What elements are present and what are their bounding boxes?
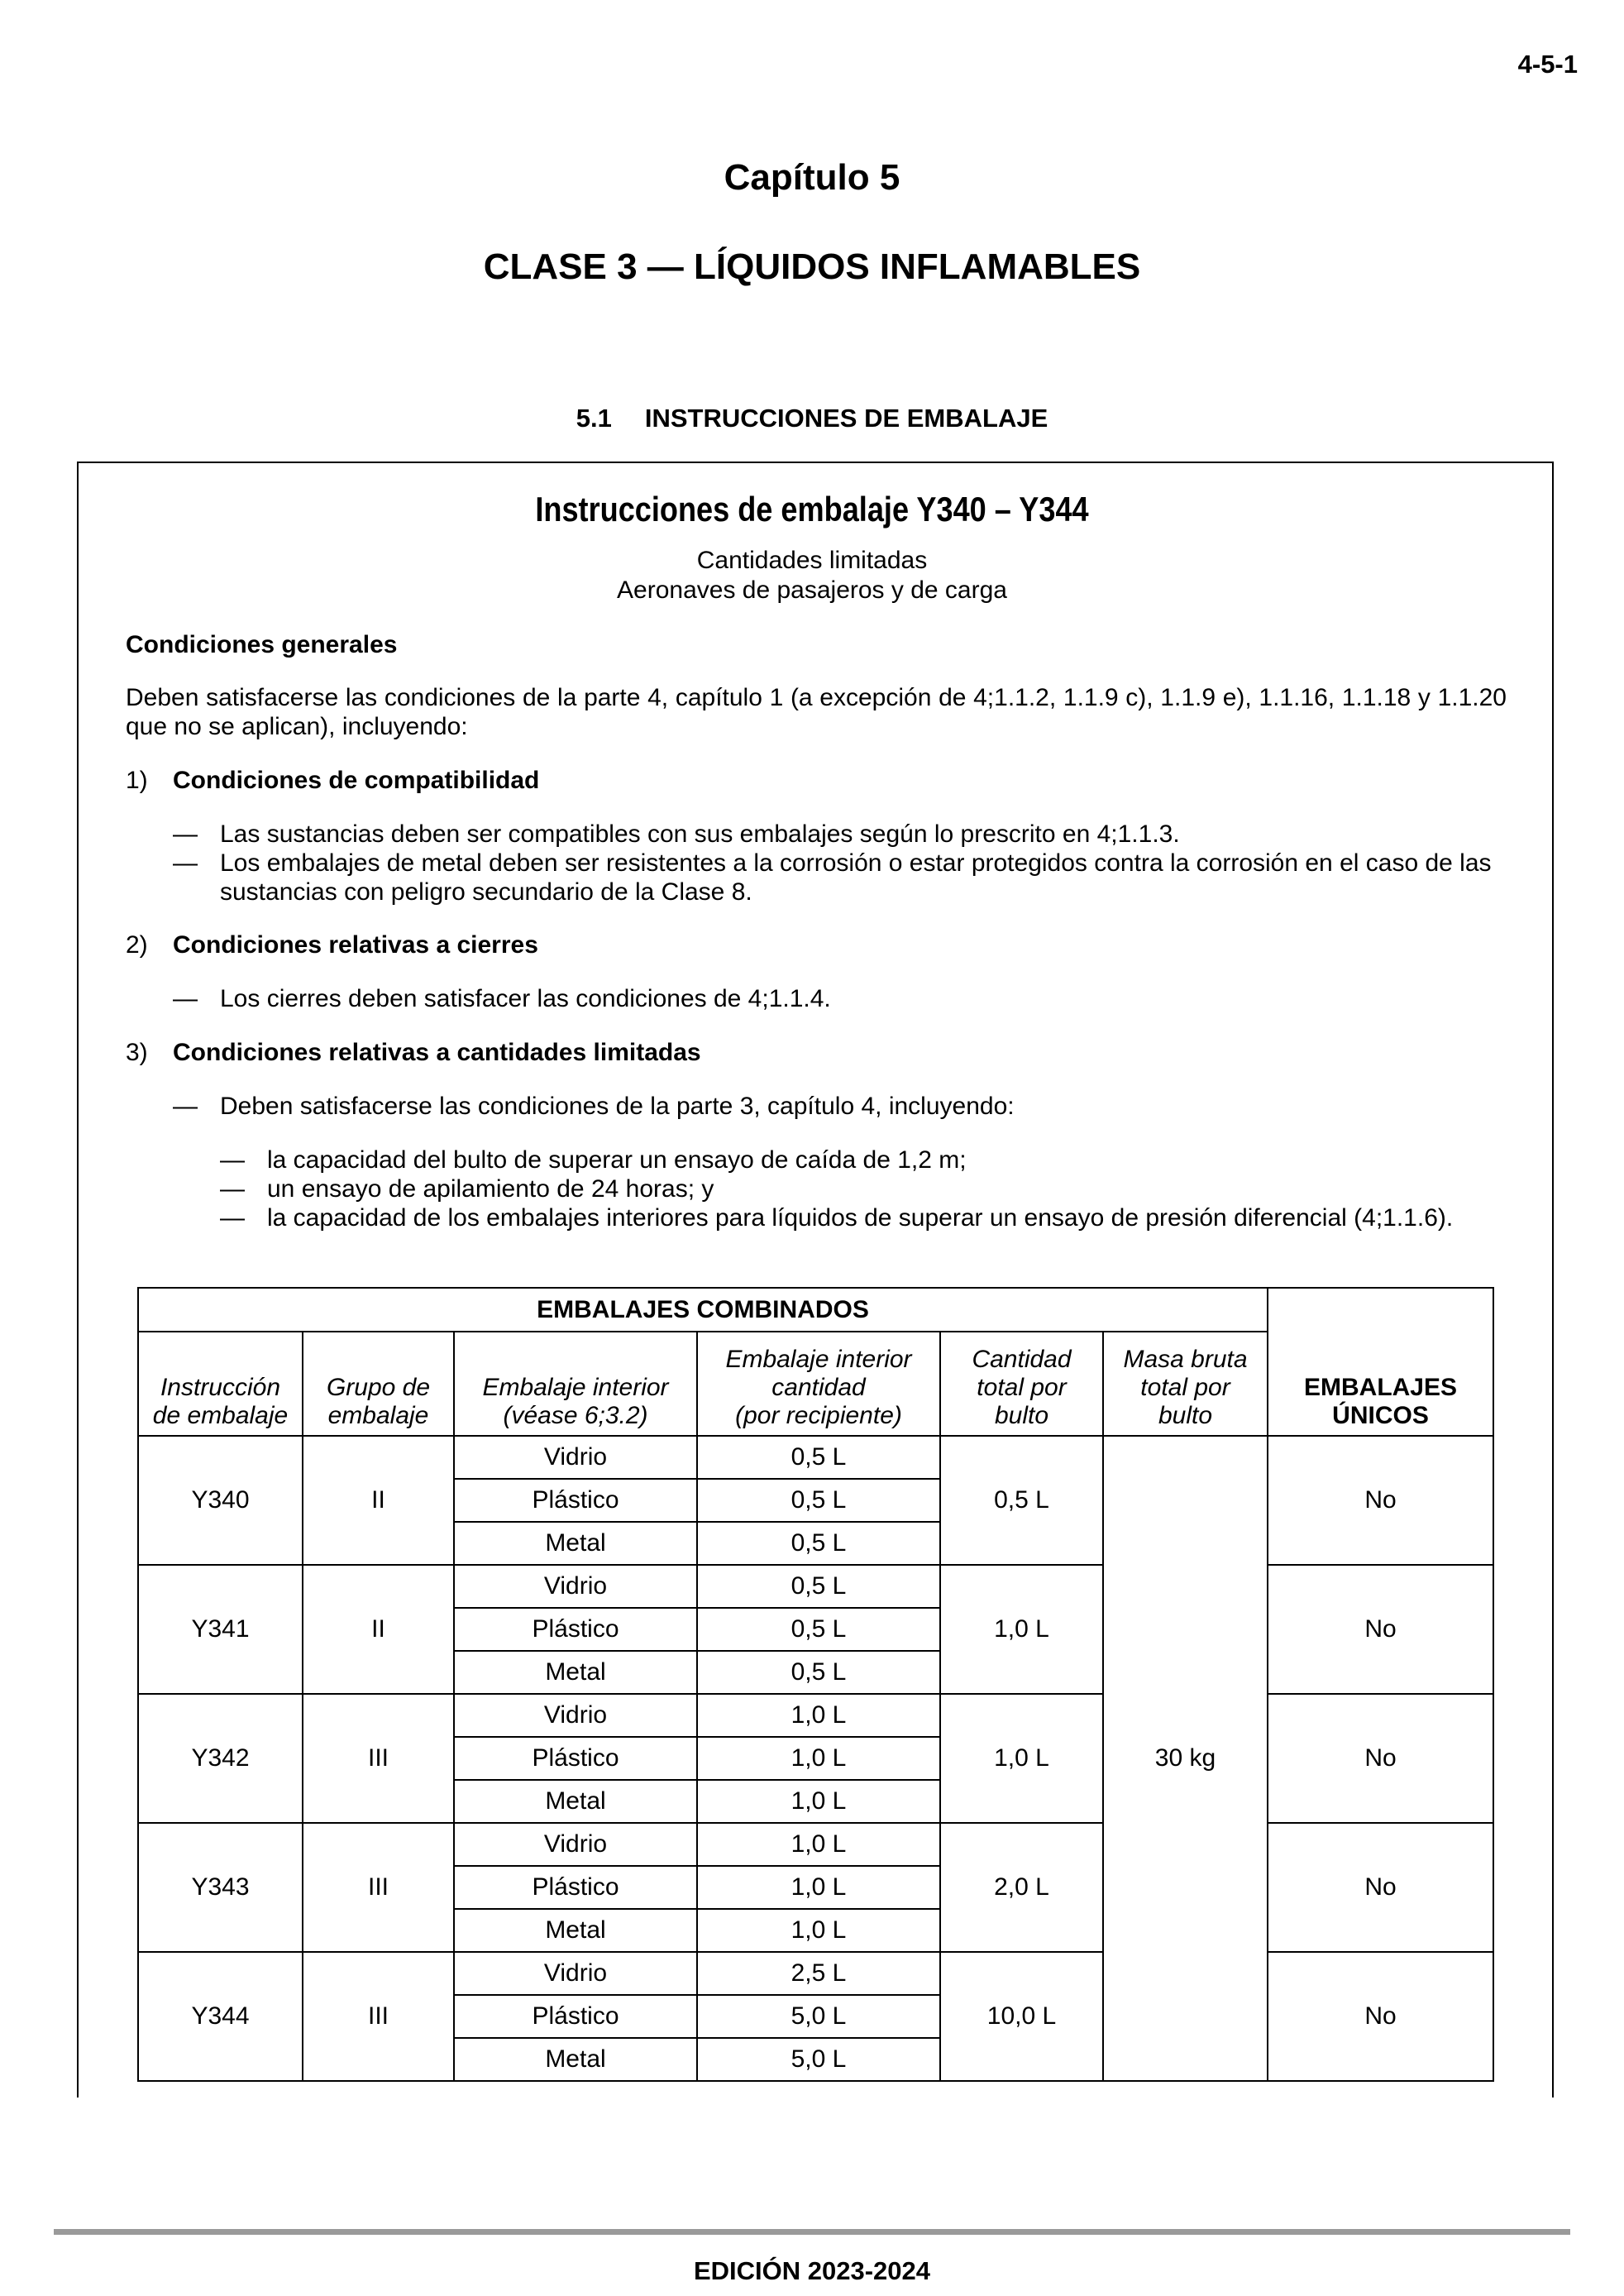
section-3-number: 3) [126,1039,148,1066]
column-header-inner-qty [697,1332,940,1436]
column-header-total-qty [940,1332,1103,1436]
cell-instruction: Y343 [138,1823,303,1952]
dash-symbol: — [220,1175,245,1203]
cell-total: 2,0 L [940,1823,1103,1952]
header-line: (por recipiente) [735,1402,902,1429]
section-1-item-1: Las sustancias deben ser compatibles con sus embalajes según lo prescrito en 4;1.1.3. [220,820,1180,848]
cell-inner: Metal [454,2038,697,2081]
cell-inner: Plástico [454,1479,697,1522]
section-3-title: Condiciones relativas a cantidades limitadas [173,1039,701,1066]
cell-qty: 1,0 L [697,1737,940,1780]
cell-qty: 5,0 L [697,1995,940,2038]
cell-qty: 0,5 L [697,1479,940,1522]
single-header-line: EMBALAJES [1303,1374,1458,1401]
cell-inner: Vidrio [454,1565,697,1608]
cell-instruction: Y344 [138,1952,303,2081]
cell-qty: 1,0 L [697,1780,940,1823]
cell-single: No [1268,1565,1493,1694]
column-header-group [303,1332,454,1436]
section-2-item-1: Los cierres deben satisfacer las condiciones de 4;1.1.4. [220,985,831,1012]
header-line: Embalaje interior [725,1346,912,1373]
column-header-instruction [138,1332,303,1436]
dash-symbol: — [220,1204,245,1232]
cell-instruction: Y342 [138,1694,303,1823]
cell-inner: Metal [454,1522,697,1565]
cell-inner: Metal [454,1651,697,1694]
column-header-gross-mass [1103,1332,1268,1436]
cell-single: No [1268,1952,1493,2081]
cell-qty: 1,0 L [697,1823,940,1866]
section-title: INSTRUCCIONES DE EMBALAJE [644,404,1048,433]
cell-qty: 1,0 L [697,1909,940,1952]
header-line: Masa bruta [1123,1346,1248,1373]
dash-symbol: — [173,820,198,848]
header-line: de embalaje [152,1402,289,1429]
cell-inner: Plástico [454,1866,697,1909]
cell-inner: Vidrio [454,1694,697,1737]
cell-qty: 0,5 L [697,1565,940,1608]
section-3-subitem-3: la capacidad de los embalajes interiores para líquidos de superar un ensayo de presión diferencial (4;1.1.6). [267,1204,1454,1232]
cell-gross-mass: 30 kg [1103,1436,1268,2081]
packing-table [137,1287,1494,2082]
header-line: total por [1140,1374,1230,1401]
cell-single: No [1268,1436,1493,1565]
general-heading: Condiciones generales [126,631,398,658]
header-line: Instrucción [160,1374,281,1401]
section-2-title: Condiciones relativas a cierres [173,931,538,959]
single-header [1268,1288,1493,1436]
cell-instruction: Y340 [138,1436,303,1565]
footer-rule [54,2229,1570,2235]
dash-symbol: — [220,1146,245,1174]
cell-single: No [1268,1823,1493,1952]
cell-total: 10,0 L [940,1952,1103,2081]
header-line: Embalaje interior [482,1374,669,1401]
chapter-title: Capítulo 5 [724,157,900,198]
cell-inner: Vidrio [454,1436,697,1479]
header-line: Grupo de [326,1374,431,1401]
cell-group: III [303,1952,454,2081]
cell-qty: 0,5 L [697,1608,940,1651]
cell-qty: 0,5 L [697,1651,940,1694]
cell-inner: Plástico [454,1608,697,1651]
cell-total: 1,0 L [940,1565,1103,1694]
section-3-item-1: Deben satisfacerse las condiciones de la parte 3, capítulo 4, incluyendo: [220,1093,1015,1120]
instruction-subtitle-2: Aeronaves de pasajeros y de carga [617,576,1007,604]
section-3-subitem-1: la capacidad del bulto de superar un ensayo de caída de 1,2 m; [267,1146,967,1174]
class-title: CLASE 3 — LÍQUIDOS INFLAMABLES [483,246,1141,287]
header-line: bulto [1158,1402,1213,1429]
header-line: bulto [994,1402,1049,1429]
cell-instruction: Y341 [138,1565,303,1694]
single-header-line: ÚNICOS [1332,1402,1429,1429]
section-2-number: 2) [126,931,148,959]
cell-inner: Metal [454,1909,697,1952]
cell-group: II [303,1565,454,1694]
cell-single: No [1268,1694,1493,1823]
section-1-item-2: Los embalajes de metal deben ser resistentes a la corrosión o estar protegidos contra la corrosión en el caso de las sustancias con peligro secundario de la Clase 8. [220,849,1492,906]
cell-total: 0,5 L [940,1436,1103,1565]
cell-qty: 5,0 L [697,2038,940,2081]
cell-group: III [303,1823,454,1952]
dash-symbol: — [173,985,198,1012]
cell-qty: 0,5 L [697,1436,940,1479]
header-line: Cantidad [972,1346,1072,1373]
cell-group: III [303,1694,454,1823]
cell-qty: 0,5 L [697,1522,940,1565]
cell-total: 1,0 L [940,1694,1103,1823]
column-header-inner [454,1332,697,1436]
cell-group: II [303,1436,454,1565]
instruction-subtitle-1: Cantidades limitadas [696,547,928,574]
cell-inner: Vidrio [454,1823,697,1866]
page-number: 4-5-1 [1517,50,1578,79]
footer-edition: EDICIÓN 2023-2024 [693,2256,931,2285]
cell-qty: 1,0 L [697,1694,940,1737]
section-1-title: Condiciones de compatibilidad [173,767,540,794]
general-text: Deben satisfacerse las condiciones de la parte 4, capítulo 1 (a excepción de 4;1.1.2, 1.1.9 c), 1.1.9 e), 1.1.16, 1.1.18 y 1.1.20 que no se aplican), incluyendo: [126,684,1507,740]
instruction-title: Instrucciones de embalaje Y340 – Y344 [535,490,1089,529]
section-3-subitem-2: un ensayo de apilamiento de 24 horas; y [267,1175,714,1203]
cell-inner: Plástico [454,1995,697,2038]
cell-inner: Metal [454,1780,697,1823]
cell-inner: Vidrio [454,1952,697,1995]
section-heading [0,404,1624,433]
cell-inner: Plástico [454,1737,697,1780]
header-line: cantidad [771,1374,866,1401]
header-line: (véase 6;3.2) [503,1402,648,1429]
cell-qty: 2,5 L [697,1952,940,1995]
dash-symbol: — [173,849,198,877]
header-line: total por [977,1374,1067,1401]
dash-symbol: — [173,1093,198,1120]
cell-qty: 1,0 L [697,1866,940,1909]
combined-header: EMBALAJES COMBINADOS [138,1288,1268,1332]
header-line: embalaje [327,1402,429,1429]
section-1-number: 1) [126,767,148,794]
section-number: 5.1 [576,404,612,433]
